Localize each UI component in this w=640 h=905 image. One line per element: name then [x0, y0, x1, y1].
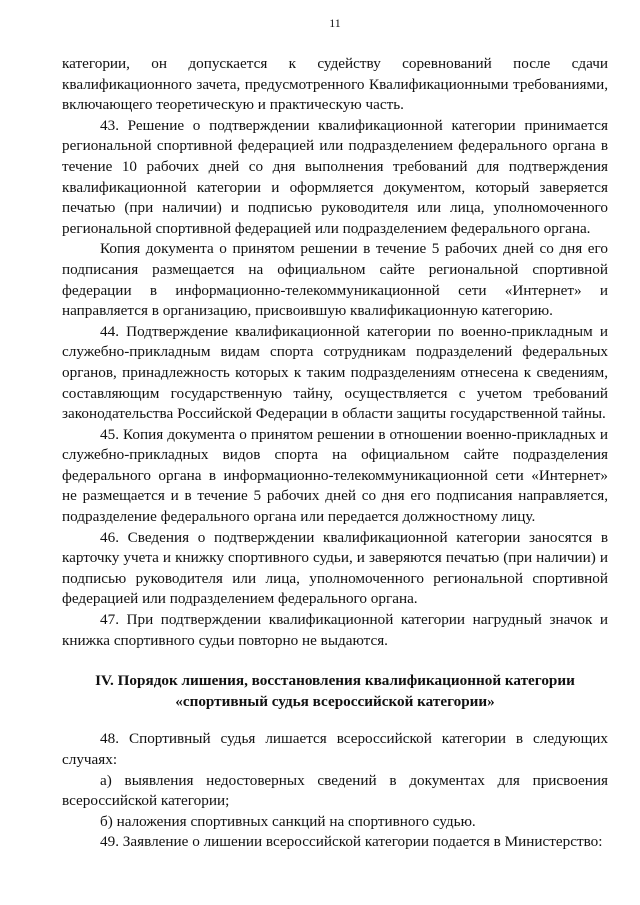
document-body: [62, 54, 608, 853]
paragraph-48-b: б) наложения спортивных санкций на спортивного судью.: [100, 812, 476, 830]
paragraph-46: 46. Сведения о подтверждении квалификационной категории заносятся в карточку учета и книжку спортивного судьи, и заверяются печатью (при наличии) и подписью руководителя или лица, уполномоченного региональной спортивной федерацией или подразделением федерального органа.: [62, 528, 608, 608]
paragraph-48-a: а) выявления недостоверных сведений в документах для присвоения всероссийской категории;: [62, 771, 608, 810]
paragraph-continuation: категории, он допускается к судейству соревнований после сдачи квалификационного зачета, предусмотренного Квалификационными требованиями, включающего теоретическую и практическую часть.: [62, 55, 608, 114]
section-heading: [62, 671, 608, 712]
page-number: 11: [329, 16, 341, 30]
paragraph-48: 48. Спортивный судья лишается всероссийской категории в следующих случаях:: [62, 730, 608, 768]
paragraph-43: 43. Решение о подтверждении квалификационной категории принимается региональной спортивной федерацией или подразделением федерального органа в течение 10 рабочих дней со дня выполнения требований для подтверждения квалификационной категории и оформляется документом, который заверяется печатью (при наличии) и подписью руководителя или лица, уполномоченного региональной спортивной федерацией или подразделением федерального органа.: [62, 116, 608, 237]
paragraph-49: 49. Заявление о лишении всероссийской категории подается в Министерство:: [100, 833, 603, 851]
paragraph-45: 45. Копия документа о принятом решении в отношении военно-прикладных и служебно-прикладных видов спорта на официальном сайте подразделения федерального органа в информационно-телекоммуникационной сети «Интернет» не размещается и в течение 5 рабочих дней со дня его подписания направляется, подразделение федерального органа или передается должностному лицу.: [62, 425, 608, 526]
paragraph-43-copy: Копия документа о принятом решении в течение 5 рабочих дней со дня его подписания размещается на официальном сайте региональной спортивной федерации в информационно-телекоммуникационной сети «Интернет» и направляется в организацию, присвоившую квалификационную категорию.: [62, 240, 608, 320]
section-heading-line-1: IV. Порядок лишения, восстановления квалификационной категории: [95, 672, 575, 690]
paragraph-44: 44. Подтверждение квалификационной категории по военно-прикладным и служебно-прикладным видам спорта сотрудникам подразделений федеральных органов, принадлежность которых к таким подразделениям отнесена к сведениям, составляющим государственную тайну, осуществляется с учетом требований законодательства Российской Федерации в области защиты государственной тайны.: [62, 322, 608, 423]
paragraph-47: 47. При подтверждении квалификационной категории нагрудный значок и книжка спортивного судьи повторно не выдаются.: [62, 611, 608, 649]
section-heading-line-2: «спортивный судья всероссийской категории»: [175, 692, 495, 710]
